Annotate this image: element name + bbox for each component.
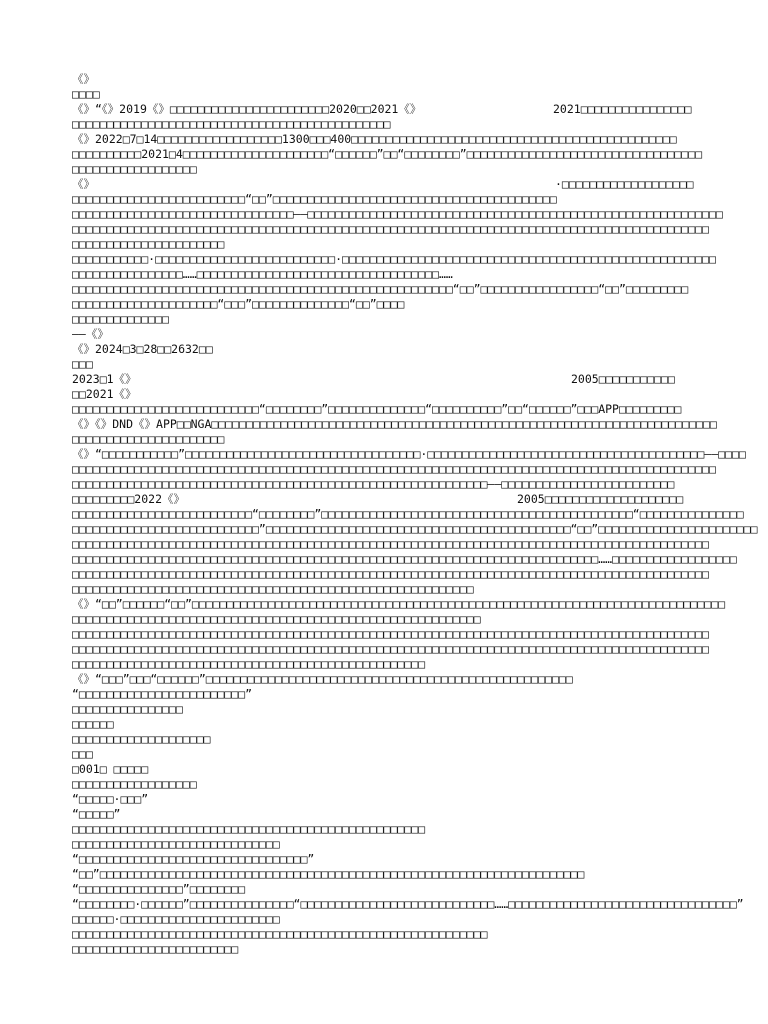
text-line: □□□□□□□□□□□□□□□□□□□□□□ <box>72 237 225 251</box>
text-line: □□□□□□□□□□□□□□□□□□□□□□□□□□□“□□□□□□□□”□□□□□□□□□□□□□□“□□□□□□□□□□”□□“□□□□□□”□□□APP□□□□□□□□□ <box>72 402 682 416</box>
text-line: “□□□□□□□□□□□□□□□□□□□□□□□□□□□□□□□□□” <box>72 852 315 866</box>
text-line: □□□□□□□□□□□□□□□□□□□□□□□□□□□□□□□□□□□□□□□□□□□□□□□□□□□ <box>72 657 426 671</box>
text-line: □001□ □□□□□ <box>72 762 149 776</box>
text-line: □□□□□□□□□□□□□□□□□□□□□□□□□□□□□□□□□□□□□□□□□□□□□□□□□□□□□□□□□□ <box>72 582 474 596</box>
text-line: □□□□□□□□□□□□□□□□□□□□□□□□ <box>72 942 239 956</box>
text-line: “□□□□□□□□□□□□□□□”□□□□□□□□ <box>72 882 246 896</box>
text-line: 《》2022□7□14□□□□□□□□□□□□□□□□□□1300□□□400□□□□□□□□□□□□□□□□□□□□□□□□□□□□□□□□□□□□□□□□□□□□□□□ <box>72 132 677 146</box>
text-line: □□□□□□□□□□□□□□□□□□□□□□□□□□□□□□□□□□□□□□□□□□□□□□□□□□□□□□□□□□□□□□□□□□□□□□□□□□□□□□□□□□□□□□□□□□□□ <box>72 537 709 551</box>
text-line: 2005□□□□□□□□□□□□□□□□□□□□ <box>517 492 684 506</box>
text-line: □□□□□□□□□□□□□□□□□□□□□□□□□□□□□□□□□□□□□□□□□□□□□□□□□□□ <box>72 822 426 836</box>
text-line: □□□□□□□□□□□□□□□□□□□□□□□□□□□□□□□□□□□□□□□□□□□□□□□□□□□□□□□□□□□□□□□□□□□□□□□□□□□□□□□□□□□□□□□□□□□□ <box>72 642 709 656</box>
text-line: 《》《》DND《》APP□□NGA□□□□□□□□□□□□□□□□□□□□□□□□□□□□□□□□□□□□□□□□□□□□□□□□□□□□□□□□□□□□□□□□□□□□□□□□□ <box>72 417 717 431</box>
text-line: □□□□□□□□□□□□□□□□ <box>72 702 183 716</box>
text-line: 2023□1《》 <box>72 372 137 386</box>
text-line: ——《》 <box>72 327 109 341</box>
text-line: □□□□□□□□□□□□□□□□□□□□□□□□□□□□□□□□□□□□□□□□□□□□□□□□□□□□□□□□□□□□ <box>72 927 488 941</box>
text-line: “□□□□□” <box>72 807 121 821</box>
text-line: 《》“《》2019《》□□□□□□□□□□□□□□□□□□□□□□□2020□□2021《》 <box>72 102 422 116</box>
text-line: □□□□□□□□□□□□□□□□□□□□□□□□□□□□□□□□□□□□□□□□□□□□□□ <box>72 117 391 131</box>
text-line: □□□□□□□□□□□□□□□□□□□□□□□□□□□□□□ <box>72 837 280 851</box>
text-line: 《》2024□3□28□□2632□□ <box>72 342 213 356</box>
text-line: 《》 <box>72 72 95 86</box>
text-line: □□□□□□□□□□□□□□□□□□□□□□□□□□□□□□□□□□□□□□□□□□□□□□□□□□□□□□□□□□□□□□□□□□□□□□□□□□□□□□□□□□□□□□□□□□□□ <box>72 222 709 236</box>
text-line: □□□□□□□□□□□□□□□□……□□□□□□□□□□□□□□□□□□□□□□□□□□□□□□□□□□□…… <box>72 267 453 281</box>
text-line: “□□□□□□□□·□□□□□□”□□□□□□□□□□□□□□□“□□□□□□□□□□□□□□□□□□□□□□□□□□□□……□□□□□□□□□□□□□□□□□□□□□□□□□□□□□□□□□” <box>72 897 744 911</box>
text-line: □□□□□□□□□□□□□□□□□□□□□□□□□□□□□□□□□□□□□□□□□□□□□□□□□□□□□□□□□□□□□□□□□□□□□□□□□□□□……□□□□□□□□□□□□□□□□□□ <box>72 552 737 566</box>
text-line: □□□□□□□□□□□□□□□□□□□□□□□□□□□□□□□□□□□□□□□□□□□□□□□□□□□□□□□□□□□□□□□□□□□□□□□□□□□□□□□□□□□□□□□□□□□□ <box>72 627 709 641</box>
text-line: 2021□□□□□□□□□□□□□□□□ <box>553 102 692 116</box>
text-line: □□□□□□ <box>72 717 114 731</box>
text-line: □□□ <box>72 357 93 371</box>
text-line: □□□□□□□□□□□·□□□□□□□□□□□□□□□□□□□□□□□□□□·□□□□□□□□□□□□□□□□□□□□□□□□□□□□□□□□□□□□□□□□□□□□□□□□□□□□□□ <box>72 252 716 266</box>
text-line: □□□□□□□□□□□□□□□□□□□□□“□□□”□□□□□□□□□□□□□□“□□”□□□□ <box>72 297 405 311</box>
text-line: □□□□□□□□□2022《》 <box>72 492 186 506</box>
text-line: □□□□ <box>72 87 100 101</box>
text-line: □□□□□□□□□□□□□□□□□□□□□□□□□□“□□□□□□□□”□□□□□□□□□□□□□□□□□□□□□□□□□□□□□□□□□□□□□□□□□□□□□“□□□□□□□□□□□□□□□ <box>72 507 744 521</box>
text-line: □□□□□□□□□□□□□□□□□□ <box>72 777 197 791</box>
text-line: □□2021《》 <box>72 387 137 401</box>
text-line: 《》“□□□”□□□“□□□□□□”□□□□□□□□□□□□□□□□□□□□□□□□□□□□□□□□□□□□□□□□□□□□□□□□□□□□□ <box>72 672 573 686</box>
text-line: “□□”□□□□□□□□□□□□□□□□□□□□□□□□□□□□□□□□□□□□□□□□□□□□□□□□□□□□□□□□□□□□□□□□□□□□□□ <box>72 867 585 881</box>
text-line: □□□ <box>72 747 93 761</box>
text-line: □□□□□□□□□□□□□□□□□□□□□□□□□□□□□□□□□□□□□□□□□□□□□□□□□□□□□□□□□□□□□□□□□□□□□□□□□□□□□□□□□□□□□□□□□□□□□ <box>72 462 716 476</box>
text-line: □□□□□□□□□□□□□□□□□□□□□□□□□□□”□□□□□□□□□□□□□□□□□□□□□□□□□□□□□□□□□□□□□□□□□□□□“□□”□□□□□□□□□□□□□□□□□□□□□□□ <box>72 522 758 536</box>
text-line: “□□□□□·□□□” <box>72 792 149 806</box>
text-line: □□□□□□□□□□□□□□□□□□□□□□□□□□□□□□□□□□□□□□□□□□□□□□□□□□□□□□□□□□□□——□□□□□□□□□□□□□□□□□□□□□□□□□ <box>72 477 675 491</box>
text-line: “□□□□□□□□□□□□□□□□□□□□□□□□” <box>72 687 253 701</box>
text-line: □□□□□□□□□□□□□□□□□□□□□□ <box>72 432 225 446</box>
text-line: □□□□□□□□□□□□□□□□□□□□□□□□□□□□□□□□□□□□□□□□□□□□□□□□□□□□□□□□□□□ <box>72 612 481 626</box>
text-line: □□□□□□□□□□□□□□□□□□ <box>72 162 197 176</box>
text-line: □□□□□□□□□□□□□□ <box>72 312 169 326</box>
text-line: □□□□□□□□□□□□□□□□□□□□□□□□□□□□□□□□□□□□□□□□□□□□□□□□□□□□□□□□□□□□□□□□□□□□□□□□□□□□□□□□□□□□□□□□□□□□ <box>72 567 709 581</box>
text-line: □□□□□□·□□□□□□□□□□□□□□□□□□□□□□□ <box>72 912 280 926</box>
text-line: ·□□□□□□□□□□□□□□□□□□□ <box>555 177 694 191</box>
text-line: 《》“□□”□□□□□□“□□”□□□□□□□□□□□□□□□□□□□□□□□□□□□□□□□□□□□□□□□□□□□□□□□□□□□□□□□□□□□□□□□□□□□□□□□□□□□□□ <box>72 597 726 611</box>
text-line: □□□□□□□□□□□□□□□□□□□□□□□□□□□□□□□□□□□□□□□□□□□□□□□□□□□□□□□“□□”□□□□□□□□□□□□□□□□□“□□”□□□□□□□□□ <box>72 282 689 296</box>
text-line: □□□□□□□□□□□□□□□□□□□□□□□□□□□□□□□□——□□□□□□□□□□□□□□□□□□□□□□□□□□□□□□□□□□□□□□□□□□□□□□□□□□□□□□□□□□□□ <box>72 207 723 221</box>
text-line: □□□□□□□□□□□□□□□□□□□□ <box>72 732 211 746</box>
text-line: 《》 <box>72 177 95 191</box>
text-line: □□□□□□□□□□2021□4□□□□□□□□□□□□□□□□□□□□□“□□□□□□”□□“□□□□□□□□”□□□□□□□□□□□□□□□□□□□□□□□□□□□□□□□□□□ <box>72 147 703 161</box>
text-line: □□□□□□□□□□□□□□□□□□□□□□□□□“□□”□□□□□□□□□□□□□□□□□□□□□□□□□□□□□□□□□□□□□□□□□ <box>72 192 557 206</box>
text-line: 《》“□□□□□□□□□□□”□□□□□□□□□□□□□□□□□□□□□□□□□□□□□□□□□□·□□□□□□□□□□□□□□□□□□□□□□□□□□□□□□□□□□□□□□□□——□□□□ <box>72 447 746 461</box>
text-line: 2005□□□□□□□□□□□ <box>571 372 675 386</box>
